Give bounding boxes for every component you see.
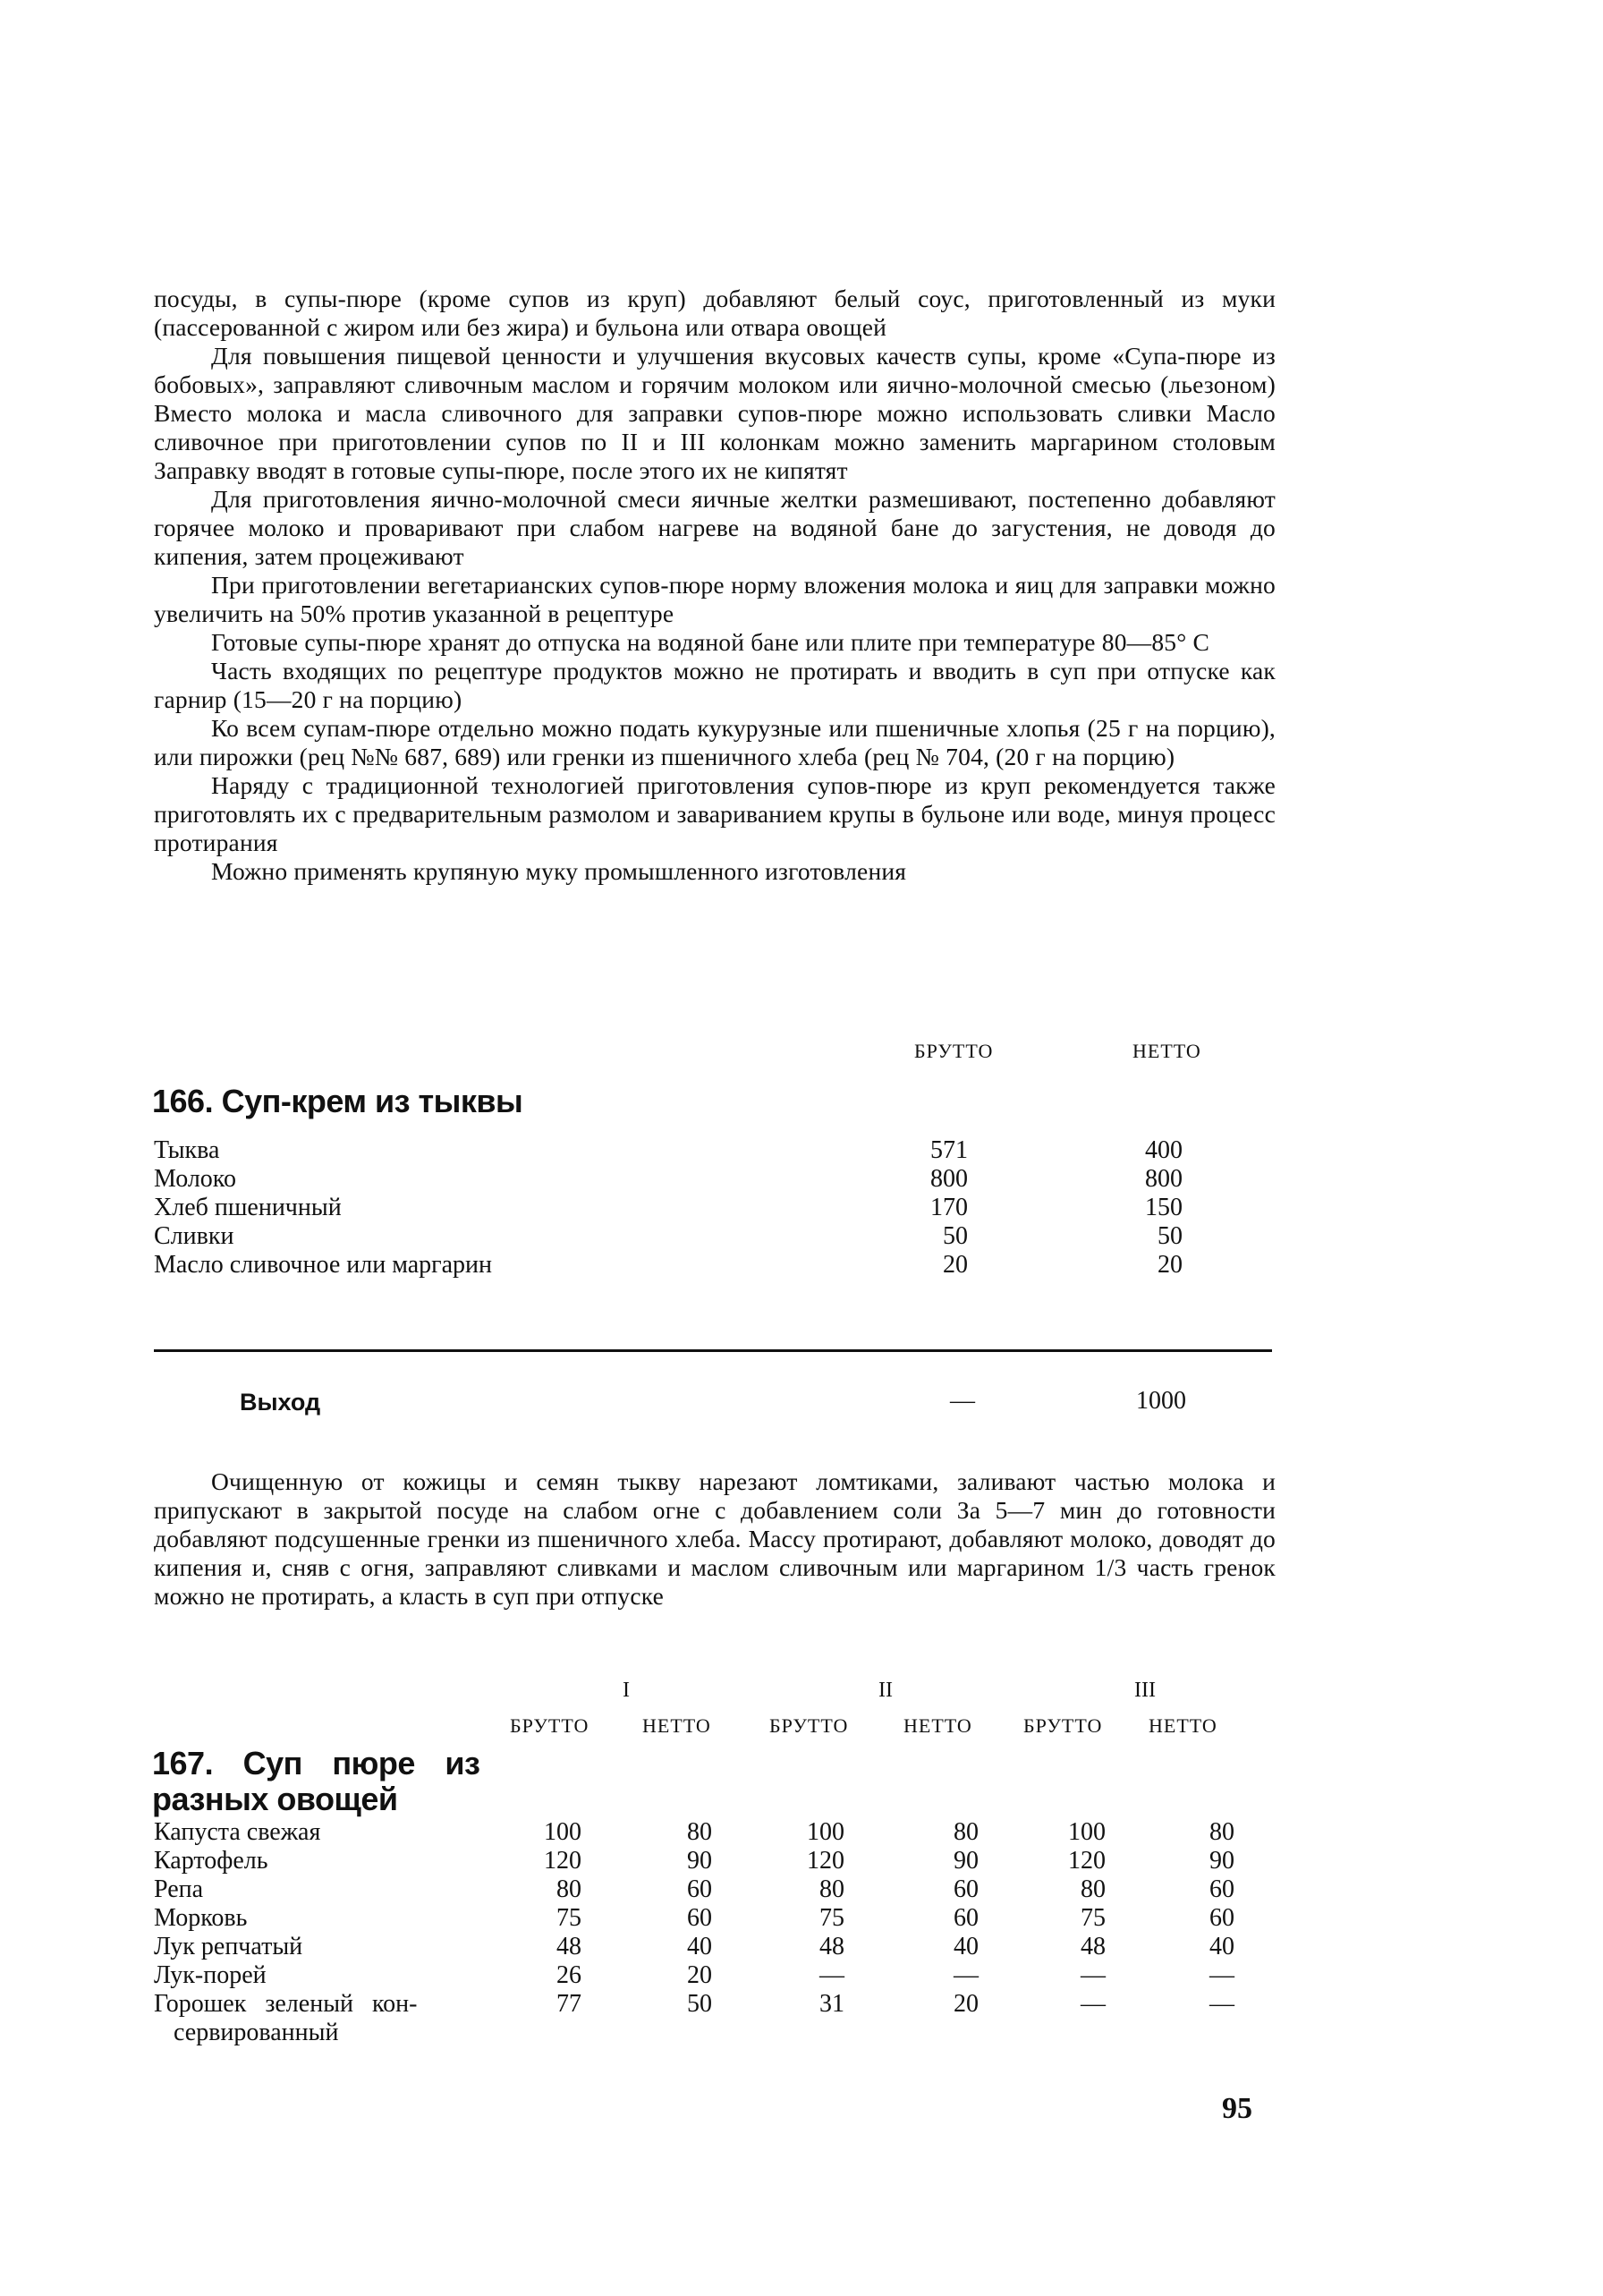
brutto-value: 50	[943, 1222, 968, 1250]
netto-value: 20	[1158, 1251, 1183, 1279]
value-cell: 40	[1209, 1933, 1234, 1960]
ingredient-name: Хлеб пшеничный	[154, 1194, 342, 1221]
value-cell: 20	[687, 1961, 712, 1989]
value-cell: 50	[687, 1990, 712, 2018]
value-cell: 60	[1209, 1875, 1234, 1903]
paragraph: посуды, в супы-пюре (кроме супов из круп) добавляют белый соус, приготовленный из муки (пассерованной с жиром или без жира) и бульона или отвара овощей	[154, 285, 1276, 341]
value-cell: 75	[819, 1904, 844, 1932]
value-cell: —	[1081, 1961, 1106, 1989]
ingredient-row	[154, 1933, 1276, 1961]
ingredient-name: Молоко	[154, 1165, 236, 1193]
ingredient-name: Тыква	[154, 1136, 220, 1164]
value-cell: 60	[954, 1875, 979, 1903]
value-cell: 75	[1081, 1904, 1106, 1932]
ingredient-name: Капуста свежая	[154, 1818, 321, 1846]
value-cell: —	[1209, 1990, 1234, 2018]
ingredient-row	[154, 1847, 1276, 1875]
value-cell: 80	[556, 1875, 581, 1903]
value-cell: 120	[1068, 1847, 1106, 1875]
recipe-title: 166. Суп-крем из тыквы	[152, 1083, 523, 1119]
value-cell: 80	[954, 1818, 979, 1846]
value-cell: 26	[556, 1961, 581, 1989]
column-header: НЕТТО	[642, 1714, 711, 1737]
ingredient-name: Масло сливочное или маргарин	[154, 1251, 493, 1279]
value-cell: —	[1209, 1961, 1234, 1989]
ingredient-row	[154, 1904, 1276, 1933]
intro-text	[154, 285, 1276, 886]
ingredient-name: Репа	[154, 1875, 204, 1903]
value-cell: 60	[687, 1875, 712, 1903]
value-cell: 100	[544, 1818, 581, 1846]
yield-brutto: —	[950, 1387, 975, 1415]
ingredient-row	[154, 1251, 1276, 1280]
ingredient-row	[154, 1818, 1276, 1847]
column-header: БРУТТО	[510, 1714, 589, 1737]
ingredient-row	[154, 1961, 1276, 1990]
netto-value: 400	[1145, 1136, 1183, 1164]
ingredient-name: Морковь	[154, 1904, 248, 1932]
value-cell: 100	[807, 1818, 844, 1846]
column-group-label: II	[878, 1679, 893, 1702]
value-cell: 80	[819, 1875, 844, 1903]
value-cell: 48	[1081, 1933, 1106, 1960]
netto-value: 800	[1145, 1165, 1183, 1193]
ingredient-name: Горошек зеленый кон-	[154, 1990, 418, 2018]
ingredient-name: Картофель	[154, 1847, 268, 1875]
column-header: БРУТТО	[769, 1714, 849, 1737]
column-group-label: I	[623, 1679, 630, 1702]
value-cell: —	[819, 1961, 844, 1989]
ingredient-name-continuation: сервированный	[174, 2019, 339, 2046]
column-header-brutto: БРУТТО	[914, 1040, 994, 1062]
value-cell: 90	[1209, 1847, 1234, 1875]
brutto-value: 800	[930, 1165, 968, 1193]
paragraph: Готовые супы-пюре хранят до отпуска на водяной бане или плите при температуре 80—85° С	[211, 628, 1210, 656]
value-cell: 90	[687, 1847, 712, 1875]
ingredient-name: Лук репчатый	[154, 1933, 303, 1960]
value-cell: 77	[556, 1990, 581, 2018]
value-cell: 60	[687, 1904, 712, 1932]
paragraph: Наряду с традиционной технологией приготовления супов-пюре из круп рекомендуется также приготовлять их с предварительным размолом и завариванием крупы в бульоне или воде, минуя процесс протирания	[154, 771, 1276, 856]
paragraph: Ко всем супам-пюре отдельно можно подать кукурузные или пшеничные хлопья (25 г на порцию), или пирожки (рец №№ 687, 689) или гренки из пшеничного хлеба (рец № 704, (20 г на порцию)	[154, 714, 1276, 770]
value-cell: 48	[819, 1933, 844, 1960]
column-group-label: III	[1134, 1679, 1156, 1702]
brutto-value: 20	[943, 1251, 968, 1279]
value-cell: 75	[556, 1904, 581, 1932]
column-header-netto: НЕТТО	[1132, 1040, 1201, 1062]
page-number: 95	[1222, 2092, 1252, 2125]
ingredient-row	[154, 1165, 1276, 1194]
cooking-method: Очищенную от кожицы и семян тыкву нарезают ломтиками, заливают частью молока и припускают в закрытой посуде на слабом огне с добавлением соли За 5—7 мин до готовности добавляют подсушенные гренки из пшеничного хлеба. Массу протирают, добавляют молоко, доводят до кипения и, сняв с огня, заправляют сливками и маслом сливочным или маргарином 1/3 часть гренок можно не протирать, а класть в суп при отпуске	[154, 1467, 1276, 1610]
paragraph: Для повышения пищевой ценности и улучшения вкусовых качеств супы, кроме «Супа-пюре из бобовых», заправляют сливочным маслом и горячим молоком или яично-молочной смесью (льезоном) Вместо молока и масла сливочного для заправки супов-пюре можно использовать сливки Масло сливочное при приготовлении супов по II и III колонкам можно заменить маргарином столовым Заправку вводят в готовые супы-пюре, после этого их не кипятят	[154, 342, 1276, 484]
value-cell: 100	[1068, 1818, 1106, 1846]
value-cell: 90	[954, 1847, 979, 1875]
paragraph: При приготовлении вегетарианских супов-пюре норму вложения молока и яиц для заправки можно увеличить на 50% против указанной в рецептуре	[154, 571, 1276, 627]
value-cell: 120	[807, 1847, 844, 1875]
ingredient-name: Сливки	[154, 1222, 234, 1250]
ingredient-row	[154, 1136, 1276, 1165]
value-cell: —	[1081, 1990, 1106, 2018]
value-cell: 60	[1209, 1904, 1234, 1932]
value-cell: —	[954, 1961, 979, 1989]
yield-netto: 1000	[1136, 1387, 1186, 1415]
value-cell: 31	[819, 1990, 844, 2018]
paragraph: Для приготовления яично-молочной смеси яичные желтки размешивают, постепенно добавляют горячее молоко и проваривают при слабом нагреве на водяной бане до загустения, не доводя до кипения, затем процеживают	[154, 485, 1276, 570]
value-cell: 120	[544, 1847, 581, 1875]
paragraph: Часть входящих по рецептуре продуктов можно не протирать и вводить в суп при отпуске как гарнир (15—20 г на порцию)	[154, 657, 1276, 713]
netto-value: 150	[1145, 1194, 1183, 1221]
value-cell: 60	[954, 1904, 979, 1932]
column-header: БРУТТО	[1023, 1714, 1103, 1737]
ingredient-row	[154, 1194, 1276, 1222]
ingredient-row	[154, 1990, 1276, 2019]
ingredient-row	[154, 1875, 1276, 1904]
brutto-value: 571	[930, 1136, 968, 1164]
yield-label: Выход	[240, 1389, 321, 1416]
netto-value: 50	[1158, 1222, 1183, 1250]
recipe-title-line2: разных овощей	[152, 1781, 398, 1817]
value-cell: 40	[687, 1933, 712, 1960]
column-header: НЕТТО	[903, 1714, 972, 1737]
value-cell: 40	[954, 1933, 979, 1960]
ingredient-name: Лук-порей	[154, 1961, 267, 1989]
brutto-value: 170	[930, 1194, 968, 1221]
value-cell: 20	[954, 1990, 979, 2018]
recipe-title-line1: 167. Суп пюре из	[152, 1745, 480, 1782]
value-cell: 80	[1081, 1875, 1106, 1903]
paragraph: Можно применять крупяную муку промышленного изготовления	[211, 857, 907, 885]
ingredient-row-continuation	[154, 2019, 1276, 2047]
value-cell: 80	[1209, 1818, 1234, 1846]
value-cell: 48	[556, 1933, 581, 1960]
column-header: НЕТТО	[1149, 1714, 1217, 1737]
ingredient-row	[154, 1222, 1276, 1251]
value-cell: 80	[687, 1818, 712, 1846]
divider-rule	[154, 1349, 1272, 1352]
